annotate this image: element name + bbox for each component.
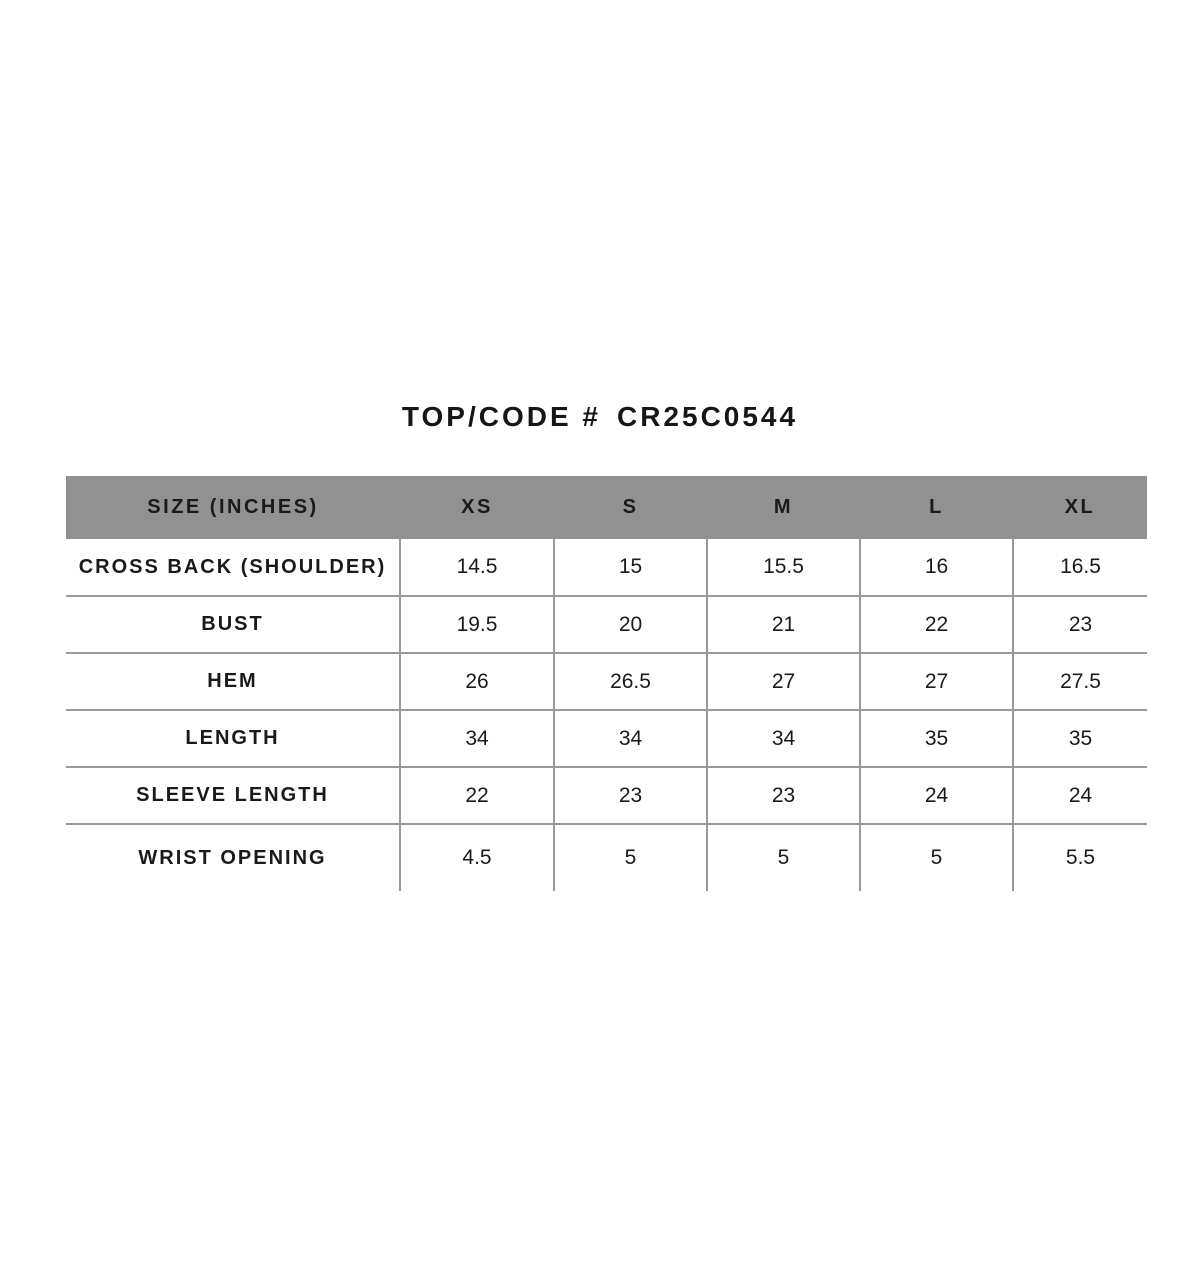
- header-cell-l: L: [860, 476, 1013, 539]
- cell-value: 22: [400, 767, 554, 824]
- row-label: SLEEVE LENGTH: [66, 767, 400, 824]
- cell-value: 19.5: [400, 596, 554, 653]
- row-label: HEM: [66, 653, 400, 710]
- cell-value: 35: [860, 710, 1013, 767]
- table-row-hem: [66, 653, 1147, 710]
- cell-value: 16.5: [1013, 539, 1147, 596]
- header-cell-xs: XS: [400, 476, 554, 539]
- cell-value: 26.5: [554, 653, 707, 710]
- cell-value: 21: [707, 596, 860, 653]
- header-cell-m: M: [707, 476, 860, 539]
- table-row-length: [66, 710, 1147, 767]
- cell-value: 27: [707, 653, 860, 710]
- cell-value: 24: [860, 767, 1013, 824]
- cell-value: 23: [707, 767, 860, 824]
- product-code: CR25C0544: [616, 401, 799, 432]
- row-label: CROSS BACK (SHOULDER): [78, 555, 387, 578]
- header-cell-s: S: [554, 476, 707, 539]
- cell-value: 5: [860, 824, 1013, 891]
- row-label: WRIST OPENING: [66, 824, 400, 891]
- cell-value: 34: [400, 710, 554, 767]
- cell-value: 5: [554, 824, 707, 891]
- row-label: BUST: [66, 596, 400, 653]
- cell-value: 5: [707, 824, 860, 891]
- cell-value: 26: [400, 653, 554, 710]
- cell-value: 16: [860, 539, 1013, 596]
- cell-value: 15.5: [707, 539, 860, 596]
- cell-value: 34: [554, 710, 707, 767]
- row-label: LENGTH: [66, 710, 400, 767]
- table-header-row: [66, 476, 1147, 539]
- table-row-cross-back: [66, 539, 1147, 596]
- cell-value: 23: [554, 767, 707, 824]
- cell-value: 20: [554, 596, 707, 653]
- table-row-wrist-opening: [66, 824, 1147, 891]
- cell-value: 5.5: [1013, 824, 1147, 891]
- page-title: [0, 403, 1200, 431]
- cell-value: 27.5: [1013, 653, 1147, 710]
- cell-value: 35: [1013, 710, 1147, 767]
- header-cell-xl: XL: [1013, 476, 1147, 539]
- cell-value: 22: [860, 596, 1013, 653]
- cell-value: 23: [1013, 596, 1147, 653]
- table-row-bust: [66, 596, 1147, 653]
- header-cell-unit: SIZE (INCHES): [66, 476, 400, 539]
- cell-value: 14.5: [400, 539, 554, 596]
- cell-value: 4.5: [400, 824, 554, 891]
- cell-value: 24: [1013, 767, 1147, 824]
- table-row-sleeve-length: [66, 767, 1147, 824]
- cell-value: 27: [860, 653, 1013, 710]
- cell-value: 15: [554, 539, 707, 596]
- size-chart-table: [66, 476, 1147, 891]
- product-type-label: TOP/CODE #: [401, 401, 601, 432]
- cell-value: 34: [707, 710, 860, 767]
